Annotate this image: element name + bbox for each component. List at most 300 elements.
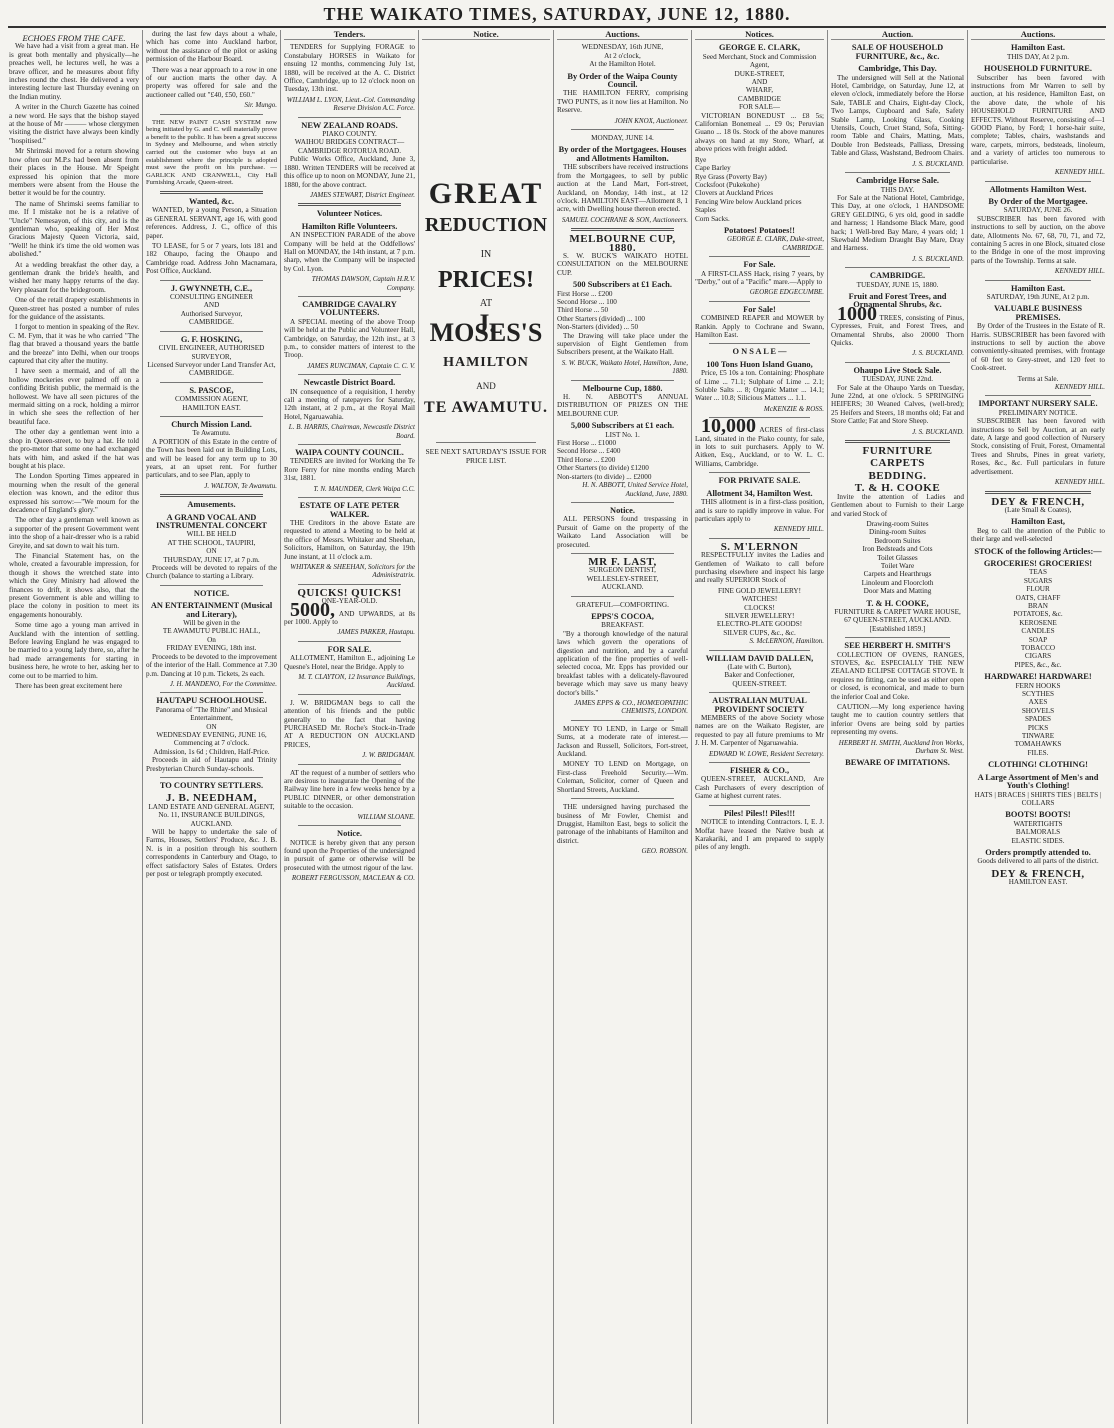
entertainment-line: Will be given in the (183, 619, 240, 628)
newspaper-title: THE WAIKATO TIMES, SATURDAY, JUNE 12, 1880. (323, 4, 791, 24)
signature: M. T. CLAYTON, 12 Insurance Buildings, Auckland. (298, 673, 415, 690)
advertisement: COMBINED REAPER and MOWER by Rankin. Apply to Cochrane and Swann, Hamilton East. (695, 314, 824, 339)
section-subtitle: 5,000 Subscribers at £1 each. (570, 421, 675, 431)
advertisement: AND UPWARDS, at 8s per 1000. Apply to (284, 609, 416, 626)
column-auction (828, 30, 968, 1424)
stock-item: SPADES (1024, 715, 1052, 724)
firm-line: (Late Small & Coates), (1004, 505, 1072, 514)
jeweller-name: S. M'LERNON (720, 540, 799, 553)
divider (160, 114, 263, 115)
advertisement: J. W. BRIDGMAN begs to call the attention of his friends and the public generally to the fact that having PURCHASED Mr. Roche's Stock-in-Trade AT A REDUCTION ON AUCKLAND PRICES, (284, 698, 415, 749)
column-echoes (6, 30, 143, 1424)
quantity-figure: 10,000 (701, 415, 756, 438)
paragraph: One of the retail drapery establishments in Queen-street has posted a number of rules for the guidance of the assistants. (9, 296, 139, 321)
card-line: AND (203, 301, 220, 310)
advertisement: H. N. ABBOTT'S ANNUAL DISTRIBUTION OF PRIZES ON THE MELBOURNE CUP. (557, 393, 688, 418)
stock-item: HATS | BRACES | SHIRTS TIES | BELTS | COLLARS (974, 790, 1102, 807)
divider (160, 585, 263, 586)
card-line: COMMISSION AGENT, (175, 395, 248, 404)
baker-line: QUEEN-STREET. (732, 679, 787, 688)
section-title: QUICKS! QUICKS! (297, 586, 402, 599)
merchant-line: DUKE-STREET, (734, 69, 785, 78)
furniture-heading: BEDDING. (868, 469, 927, 482)
divider (571, 380, 674, 381)
signature: ROBERT FERGUSSON, MACLEAN & CO. (291, 874, 415, 883)
advertisement: AT the request of a number of settlers who are desirous to inaugurate the Opening of the Railway line here in a few weeks hence by a PUBLIC DINNER, or other demonstration suitable to the occasion. (284, 768, 415, 811)
section-heading: Fruit and Forest Trees, and Ornamental Shrubs, &c. (848, 291, 947, 310)
divider (298, 694, 401, 695)
divider (571, 553, 674, 554)
column-two (143, 30, 281, 1424)
advertisement: TO LEASE, for 5 or 7 years, lots 181 and 182 Ohaupo, facing the Ohaupo and Cambridge road. Address John Macnamara, Post Office, Auckland. (146, 242, 277, 276)
advertisement: QUEEN-STREET, AUCKLAND, Are Cash Purchasers of every description of Game at highest current rates. (695, 775, 824, 801)
section-subtitle: THIS DAY, At 2 p.m. (1006, 52, 1070, 61)
signature: J. S. BUCKLAND. (912, 159, 964, 168)
section-title: Cambridge Horse Sale. (855, 176, 940, 186)
signature: WHITAKER & SHEEHAN, Solicitors for the Administratrix. (290, 562, 415, 580)
advertisement: Public Works Office, Auckland, June 3, 1880. Written TENDERS will be received at this office up to noon on MONDAY, June 21, 1880, for the above contract. (284, 155, 415, 189)
divider (160, 191, 263, 194)
section-title: CAMBRIDGE CAVALRY VOLUNTEERS. (302, 299, 397, 318)
paragraph: The Financial Statement has, on the whole, created a favourable impression, for though it shows the wretched state into which the Grey Ministry had allowed the finances to drift, it shows also, that the present Government is able and willing to place the colony in position to meet its engagements honourably. (9, 551, 139, 619)
column-heading: Notices. (695, 30, 824, 40)
divider (571, 502, 674, 503)
merchant-line: WHARF, (745, 86, 774, 95)
section-title: SEE HERBERT H. SMITH'S (844, 641, 951, 651)
merchant-line: Seed Merchant, Stock and Commission Agent, (702, 52, 817, 70)
entertainment-line: On (207, 635, 216, 644)
advertisement: THE Creditors in the above Estate are requested to attend a Meeting to be held at the office of Messrs. Whitaker and Sheehan, Solicitors, Hamilton, on Saturday, the 19th June instant, at 11 o'clock a.m. (284, 518, 415, 561)
card-line: CIVIL ENGINEER, AUTHORISED SURVEYOR, (158, 344, 265, 361)
divider (298, 825, 401, 826)
advertisement: MEMBERS of the above Society whose names are on the Waikato Register, are requested to pay all future premiums to Mr J. H. M. Carpenter of Ngaruawahia. (695, 714, 824, 748)
dentist-line: WELLESLEY-STREET, (586, 574, 659, 583)
firm-line: [Established 1859.] (869, 624, 926, 633)
merchant-name: GEORGE E. CLARK, (719, 43, 800, 53)
section-line: GRATEFUL—COMFORTING. (576, 600, 669, 609)
section-heading: STOCK of the following Articles:— (974, 546, 1102, 556)
signature: JAMES STEWART, District Engineer. (310, 190, 415, 199)
section-title: NOTICE. (193, 588, 230, 598)
section-title: CAMBRIDGE. (869, 271, 926, 281)
baker-line: (Late with C. Burton), (727, 663, 792, 671)
signature: KENNEDY HILL. (1054, 267, 1105, 276)
promo-town-awamutu: TE AWAMUTU. (424, 399, 548, 417)
concert-line: ON (206, 547, 217, 556)
advertisement: ALL PERSONS found trespassing in Pursuit of Game on the property of the Waikato Land Association will be prosecuted. (557, 515, 688, 549)
signature: KENNEDY HILL. (1054, 383, 1105, 392)
stock-item: CANDLES (1021, 627, 1055, 636)
list-heading: LIST No. 1. (605, 430, 640, 439)
divider (709, 343, 810, 344)
signature: J. H. MANDENO, For the Committee. (169, 679, 277, 688)
advertisement: THE NEW PAINT CASH SYSTEM now being initiated by G. and C. will materially prove a benefit to the public. It has been a great success in Sydney and Melbourne, and when strictly carried out the customer who buys at an establishment where the principle is adopted must save the profit on his purchase. — GARLICK AND CRANWELL, City Hall Furnishing Arcade, Queen-street. (146, 118, 277, 187)
stock-item: ELECTRO-PLATE GOODS! (716, 620, 803, 629)
advertisement: Will be happy to undertake the sale of Farms, Houses, Settlers' Produce, &c. J. B. N. is in a position through his southern correspondents in Canterbury and Otago, to effect satisfactory Sales of Estates. Orders per post or telegraph promptly executed. (146, 828, 277, 879)
divider (845, 172, 950, 173)
stock-item: Door Mats and Matting (863, 587, 932, 596)
section-title: Piles! Piles!! Piles!!! (723, 808, 796, 818)
signature: McKENZIE & ROSS. (763, 404, 824, 413)
advertisement: A FIRST-CLASS Hack, rising 7 years, by "Derby," out of a "Pacific" mare.—Apply to (695, 269, 824, 286)
section-subtitle: SATURDAY, 19th JUNE, At 2 p.m. (986, 292, 1090, 301)
divider (845, 267, 950, 268)
divider (571, 129, 674, 130)
quantity-figure: 5000, (290, 598, 335, 621)
divider (298, 584, 401, 585)
advertisement: By Order of the Trustees in the Estate of R. Harris. SUBSCRIBER has been favored with instructions to sell by auction the above conveniently-situated premises, with frontage of 60 feet to Grey-street, and 120 feet to Cook-street. (971, 322, 1105, 373)
section-subtitle: PIAKO COUNTY. (322, 130, 377, 139)
signature: J. S. BUCKLAND. (912, 349, 964, 358)
advertisement: ACRES of first-class Land, situated in the Piako county, for sale, in lots to suit purchasers. Apply to W. Aitken, Esq., Auckland, or to W. L. C. Williams, Cambridge. (695, 426, 824, 468)
category-heading: HARDWARE! HARDWARE! (984, 672, 1092, 682)
section-title: Hamilton East. (1011, 283, 1065, 293)
divider (298, 117, 401, 118)
hautapu-line: Admission, 1s 6d ; Children, Half-Price. (153, 747, 270, 756)
category-heading: GROCERIES! GROCERIES! (983, 558, 1093, 568)
paragraph: The London Sporting Times appeared in mourning when the result of the general election was known, and the editor thus expressed his sorrow:—"We mourn for the decadence of England's glory." (9, 472, 139, 514)
prize-line: Third Horse ... £200 (557, 455, 616, 464)
signature: J. W. BRIDGMAN. (362, 751, 415, 760)
signature: Sir. Mungo. (244, 101, 277, 110)
section-title: FOR SALE. (327, 644, 372, 654)
divider (436, 442, 536, 443)
signature: JOHN KNOX, Auctioneer. (614, 116, 688, 125)
signature: GEORGE E. CLARK, Duke-street, CAMBRIDGE. (727, 235, 824, 252)
divider (160, 777, 263, 778)
signature: EDWARD W. LOWE, Resident Secretary. (708, 749, 824, 758)
section-title: BEWARE OF IMITATIONS. (845, 758, 950, 768)
baker-line: Baker and Confectioner, (724, 671, 795, 680)
baker-name: WILLIAM DAVID DALLEN, (705, 653, 814, 663)
section-title: Melbourne Cup, 1880. (582, 383, 663, 393)
divider (845, 362, 950, 363)
prize-line: Non-starters (to divide) ... £2000 (557, 472, 652, 481)
signature: J. S. BUCKLAND. (912, 254, 964, 263)
promo-in: IN (480, 249, 492, 261)
prize-line: Second Horse ... £400 (557, 447, 621, 456)
stock-item: CIGARS (1024, 652, 1052, 661)
section-title: By order of the Mortgagees. Houses and Allotments Hamilton. (558, 145, 687, 163)
dealer-name: FISHER & CO., (729, 766, 790, 776)
paragraph: Mr Shrimski moved for a return showing how often our M.P.s had been absent from their places in the House. Mr Speight expressed his opinion that the more members were absent from the House the better it would be for the country. (9, 147, 139, 198)
column-heading: Auctions. (557, 30, 688, 40)
prize-line: Third Horse ... 50 (557, 306, 609, 315)
section-title: Notice. (337, 829, 362, 839)
divider (709, 256, 810, 257)
divider (985, 395, 1091, 396)
stock-item: PIPES, &c., &c. (1014, 660, 1062, 669)
signature: HERBERT H. SMITH, Auckland Iron Works, Durham St. West. (838, 738, 964, 756)
dentist-name: MR F. LAST, (588, 555, 657, 568)
section-title: Newcastle District Board. (303, 378, 396, 388)
divider (298, 203, 401, 206)
column-tenders (281, 30, 419, 1424)
prize-line: First Horse ... £200 (557, 289, 613, 298)
column-notices (692, 30, 828, 1424)
signature: JAMES EPPS & CO., HOMŒOPATHIC CHEMISTS, LONDON. (574, 699, 688, 716)
advertisement: Proceeds will be devoted to repairs of the Church (balance to starting a Library. (146, 564, 277, 581)
stock-item: ELASTIC SIDES. (1011, 836, 1065, 845)
section-title: Potatoes! Potatoes!! (724, 225, 795, 235)
advertisement: VICTORIAN BONEDUST ... £8 5s; Californian Bonemeal ... £9 0s; Peruvian Guano ... 18 0s. Stock of the above manures always on hand at my Store, Wharf, at above prices with freight added. (695, 111, 824, 154)
stock-item: PICKS (1027, 723, 1049, 732)
hautapu-line: WEDNESDAY EVENING, JUNE 16, (156, 730, 267, 739)
signature: KENNEDY HILL. (1054, 478, 1105, 487)
divider (985, 491, 1091, 494)
advertisement: The Drawing will take place under the supervision of Eight Gentlemen from Subscribers present, at the Waikato Hall. (557, 331, 688, 357)
advertisement: IN consequence of a requisition, I hereby call a meeting of ratepayers for Saturday, 12th instant, at 2 p.m., at the Royal Mail Hotel, Ngaruawahia. (284, 387, 415, 421)
section-title: Hamilton Rifle Volunteers. (301, 221, 398, 231)
stock-item: SUGARS (1023, 576, 1053, 585)
divider (709, 650, 810, 651)
card-line: CAMBRIDGE. (189, 318, 234, 327)
advertisement: AN INSPECTION PARADE of the above Company will be held at the Oddfellows' Hall on MONDAY, the 14th instant, at 7 p.m. sharp, when the Company will be inspected by Col. Lyon. (284, 231, 415, 273)
section-title: Hamilton East. (1011, 43, 1065, 53)
signature: T. N. MAUNDER, Clerk Waipa C.C. (313, 484, 415, 493)
firm-line: FURNITURE & CARPET WARE HOUSE, (834, 607, 961, 616)
section-title: SALE OF HOUSEHOLD FURNITURE, &c., &c. (851, 43, 944, 61)
paragraph: during the last few days about a whale, which has come into Auckland harbor, without the assistance of the pilot or asking permission of the Harbour Board. (146, 30, 277, 64)
signature: SAMUEL COCHRANE & SON, Auctioneers. (561, 215, 688, 224)
stock-item: Drawing-room Suites (866, 519, 929, 528)
stock-item: Dining-room Suites (869, 528, 926, 537)
advertisement: MONEY TO LEND, in Large or Small Sums, at a moderate rate of interest.—Jackson and Russell, Solicitors, Fort-street, Auckland. (557, 724, 688, 759)
entertainment-title: AN ENTERTAINMENT (Musical and Literary), (150, 601, 273, 619)
advertisement: THIS allotment is in a first-class position, and is sure to rapidly improve in value. For particulars apply to (695, 498, 824, 523)
divider (298, 296, 401, 297)
paragraph: The other day a gentleman went into a shop in Queen-street, to buy a hat. He told the pro-metor that some one had exchanged hats with him, and asked if the hat was bought at his place. (9, 428, 139, 470)
signature: WILLIAM L. LYON, Lieut.-Col. Commanding Reserve Division A.C. Force. (286, 95, 415, 113)
card-name: G. F. HOSKING, (180, 334, 243, 344)
stock-item: TEAS (1029, 568, 1047, 577)
divider (709, 692, 810, 693)
section-heading: VALUABLE BUSINESS PREMISES. (993, 304, 1083, 322)
stock-item: Clovers at Auckland Prices (695, 189, 774, 198)
section-title: FOR PRIVATE SALE. (718, 476, 801, 486)
stock-item: BALMORALS (1015, 828, 1061, 837)
promo-footnote: SEE NEXT SATURDAY'S ISSUE FOR PRICE LIST. (425, 447, 547, 466)
stock-item: Carpets and Hearthrugs (863, 570, 932, 579)
advertisement: The undersigned will Sell at the National Hotel, Cambridge, on Saturday, June 12, at eleven o'clock, immediately before the Horse Sale, TABLE and Chairs, Eight-day Clock, Two Lamps, Cupboard and Safe, Safety Stable Lamp, Looking Glass, Cooking Utensils, Couch, Cruet Stand, Sofa, Sitting-room Table and Chairs, Matting, Mats, Double Iron Bedsteads, Palliass, Dressing Table and Glass, Washstand, Bedroom Chairs. (831, 73, 964, 158)
section-title: ESTATE OF LATE PETER WALKER. (299, 501, 400, 519)
firm-place: HAMILTON EAST. (1008, 878, 1068, 887)
furniture-heading: CARPETS (870, 457, 925, 470)
signature: H. N. ABBOTT, United Service Hotel, Auckland, June, 1880. (582, 481, 688, 498)
section-subtitle: By Order of the Mortgagee. (988, 196, 1088, 206)
advertisement: TENDERS for Supplying FORAGE to Constabulary HORSES in Waikato for ensuing 12 months, commencing July 1st, 1880, will be received at the A. C. District Office, Cambridge, up to 12 o'clock noon on Tuesday, 13th inst. (284, 43, 415, 94)
firm-place: Hamilton East, (1011, 517, 1065, 527)
divider (298, 641, 401, 642)
prize-line: Other Starters (to divide) £1200 (557, 464, 649, 473)
section-title: Wanted, &c. (189, 197, 234, 206)
advertisement: MONEY TO LEND on Mortgage, on First-class Freehold Security.—Wm. Coleman, Solicitor, corner of Queen and Shortland Streets, Auckland. (557, 760, 688, 794)
hautapu-line: Commencing at 7 o'clock. (173, 739, 250, 748)
section-subtitle: 100 Tons Huon Island Guano, (706, 359, 813, 369)
signature: JAMES PARKER, Hautapu. (337, 628, 415, 637)
stock-item: CLOCKS! (744, 603, 775, 612)
divider (160, 331, 263, 332)
section-title: IMPORTANT NURSERY SALE. (978, 399, 1098, 409)
divider (160, 494, 263, 497)
advertisement: A SPECIAL meeting of the above Troop will be held at the Public and Volunteer Hall, Cambridge, on Saturday, the 12th inst., at 3 p.m., to consider matters of interest to the Troop. (284, 317, 415, 360)
section-subtitle: THIS DAY. (880, 185, 915, 194)
promo-reduction: REDUCTION (424, 213, 548, 236)
advertisement: CAUTION.—My long experience having taught me to caution country settlers that inferior Ovens are being sold by parties representing my ovens. (831, 703, 964, 737)
furniture-heading: FURNITURE (862, 445, 933, 458)
section-subtitle: Te Awamutu. (192, 429, 231, 438)
advertisement: Proceeds to be devoted to the improvement of the interior of the Hall. Commence at 7.30 p.m. Dancing at 10 p.m. Tickets, 2s each. (146, 652, 277, 678)
section-title: Ohaupo Live Stock Sale. (853, 365, 942, 375)
paragraph: At a wedding breakfast the other day, a gentleman drank the bride's health, and wished her many happy returns of the day. Very pleasant for the bridegroom. (9, 260, 139, 294)
stock-item: SCYTHES (1022, 690, 1054, 699)
section-title: TO COUNTRY SETTLERS. (159, 780, 264, 790)
promo-town-hamilton: HAMILTON (443, 355, 529, 371)
promo-merchant-name: J. MOSES'S (429, 309, 543, 347)
card-line: HAMILTON EAST. (182, 403, 241, 412)
agent-line: LAND ESTATE AND GENERAL AGENT, (148, 802, 275, 811)
section-title: O N S A L E — (732, 347, 787, 357)
section-subtitle: ONE-YEAR-OLD. (321, 597, 378, 606)
stock-item: Toilet Glasses (877, 553, 918, 562)
advertisement: For Sale at the National Hotel, Cambridge, This Day, at one o'clock, 1 HANDSOME GREY GELDING, 6 yrs old, good in saddle and harness; 1 Handsome Black Mare, good hack; 1 Well-bred Bay Mare, 4 years old; 1 Skewbald Medium Draught Bay Mare, Dray and Harness. (831, 193, 964, 253)
advertisement: Invite the attention of Ladies and Gentlemen about to Furnish to their Large and varied Stock of (831, 492, 964, 518)
column-heading: Auction. (831, 30, 964, 40)
divider (571, 596, 674, 597)
signature: GEO. ROBSON. (641, 847, 688, 856)
stock-item: POTATOES, &c. (1013, 610, 1063, 619)
card-name: S. PASCOE, (189, 385, 234, 395)
prize-line: Second Horse ... 100 (557, 297, 617, 306)
section-subtitle: TUESDAY, JUNE 22nd. (861, 375, 934, 384)
stock-item: TOBACCO (1020, 644, 1056, 652)
divider (709, 472, 810, 473)
firm-name: DEY & FRENCH, (991, 867, 1085, 880)
quantity-figure: 1000 (837, 302, 877, 325)
advertisement: ALLOTMENT, Hamilton E., adjoining Le Quesne's Hotel, near the Bridge. Apply to (284, 654, 415, 671)
signature: KENNEDY HILL. (1054, 168, 1105, 177)
advertisement: NOTICE to intending Contractors. I, E. J. Moffat have leased the Native bush at Karakariki, and I am prepared to supply piles of any length. (695, 818, 824, 852)
divider (160, 382, 263, 383)
stock-item: TINWARE (1021, 732, 1055, 741)
divider (709, 762, 810, 763)
entertainment-line: TE AWAMUTU PUBLIC HALL, (162, 627, 261, 636)
category-heading: CLOTHING! CLOTHING! (988, 760, 1088, 770)
stock-item: Corn Sacks. (695, 214, 730, 223)
divider (709, 805, 810, 806)
divider (985, 181, 1091, 182)
paragraph: There was a near approach to a row in one of our auction marts the other day. A property was offered for sale and the auctioneer called out "£40, £50, £60." (146, 65, 277, 99)
paragraph: The name of Shrimski seems familiar to me. If I mistake not he is a relative of "Uncle" Nemesayon, of this city, and is the gentleman who, speaking of Her Most Gracious Majesty Queen Victoria, said, "Well! he think it's time the old women was abolished." (9, 199, 139, 259)
terms-line: Terms at Sale. (1017, 374, 1059, 383)
auction-line: At 2 o'clock, (604, 51, 641, 60)
signature: KENNEDY HILL. (773, 525, 824, 534)
advertisement: S. W. BUCK'S WAIKATO HOTEL CONSULTATION on the MELBOURNE CUP. (557, 251, 688, 277)
hautapu-line: Panorama of "The Rhine" and Musical Entertainment, (155, 705, 268, 723)
concert-title: A GRAND VOCAL AND INSTRUMENTAL CONCERT (156, 512, 267, 530)
stock-item: SILVER CUPS, &c., &c. (723, 628, 796, 637)
divider (709, 538, 810, 539)
signature: WILLIAM SLOANE. (357, 812, 415, 821)
stock-item: WATCHES! (741, 595, 778, 604)
advertisement: NOTICE is hereby given that any person found upon the Properties of the undersigned in pursuit of game or otherwise will be prosecuted with the utmost rigour of the law. (284, 838, 415, 872)
advertisement: Subscriber has been favored with instructions from Mr Warren to sell by auction, at his residence, Hamilton East, on the above date, the whole of his HOUSEHOLD FURNITURE AND EFFECTS. Without Reserve, consisting of—1 GOOD Piano, by Ford; 1 horse-hair suite, complete; Tables, chairs, washstands and ware, carpets, mirrors, bedsteads, linoleum, and a variety of articles too numerous to particularise. (971, 73, 1105, 166)
section-line: WAIHOU BRIDGES CONTRACT— (294, 138, 405, 147)
stock-item: Cocksfoot (Pukekohe) (695, 180, 760, 189)
concert-line: AT THE SCHOOL, TAUPIRI, (167, 538, 256, 547)
divider (298, 444, 401, 445)
advertisement: TREES, consisting of Pinus, Cypresses, Fruit, and Forest Trees, and Ornamental Shrubs, also 20000 Thorn Quicks. (831, 313, 964, 347)
auction-line: At the Hamilton Hotel. (589, 60, 656, 69)
section-title: Amusements. (187, 500, 236, 510)
delivery-line: Goods delivered to all parts of the district. (977, 857, 1099, 866)
concert-line: THURSDAY, JUNE 17, at 7 p.m. (163, 555, 260, 564)
stock-item: FLOUR (1026, 585, 1050, 594)
divider (298, 764, 401, 765)
divider (985, 280, 1091, 281)
section-title: For Sale! (743, 304, 776, 314)
stock-item: Iron Bedsteads and Cots (862, 545, 933, 554)
auction-line: MONDAY, JUNE 14. (591, 134, 654, 143)
stock-item: Rye Grass (Poverty Bay) (695, 172, 767, 181)
stock-item: Linoleum and Floorcloth (861, 578, 934, 587)
section-date: SATURDAY, JUNE 26. (1003, 206, 1073, 215)
divider (298, 497, 401, 498)
section-title: By Order of the Waipa County Council. (567, 71, 678, 90)
column-heading: Auctions. (971, 30, 1105, 40)
advertisement: THE undersigned having purchased the business of Mr Fowler, Chemist and Druggist, Hamilton East, begs to solicit the patronage of the inhabitants of Hamilton and district. (557, 803, 688, 845)
column-heading: Tenders. (284, 30, 415, 40)
signature: S. W. BUCK, Waikato Hotel, Hamilton, June, 1880. (561, 358, 688, 376)
stock-item: AXES (1028, 698, 1048, 707)
section-title: EPPS'S COCOA, (591, 611, 654, 621)
dentist-line: SURGEON DENTIST, (589, 566, 656, 575)
card-name: J. GWYNNETH, C.E., (170, 283, 253, 293)
advertisement: "By a thorough knowledge of the natural laws which govern the operations of digestion and nutrition, and by a careful application of the fine properties of well-selected cocoa, Mr. Epps has provided our breakfast tables with a delicately-flavoured beverage which may save us many heavy doctor's bills." (557, 629, 688, 697)
column-auctions (554, 30, 692, 1424)
merchant-line: AND (751, 78, 768, 87)
prize-line: First Horse ... £1000 (557, 439, 617, 448)
agent-name: J. B. NEEDHAM, (165, 792, 258, 805)
signature: J. WALTON, Te Awamutu. (204, 481, 277, 490)
paragraph: I have seen a mermaid, and of all the hollow mockeries ever palmed off on a confiding British public, the mermaid is the hollowest. We have all seen pictures of the mermaid sitting on a rock, holding a mirror in which she sees the reflection of her beautiful face. (9, 367, 139, 426)
advertisement: THE HAMILTON FERRY, comprising TWO PUNTS, as it now lies at Hamilton. No Reserve. (557, 89, 688, 115)
masthead (8, 4, 1106, 28)
paragraph: I forgot to mention in speaking of the Rev. C. M. Fym, that it was he who carried "The flag that braved a thousand years the battle and the breeze" into Delhi, when our troops captured that city after the mutiny. (9, 323, 139, 366)
divider (709, 301, 810, 302)
advertisement: SUBSCRIBER has been favored with instructions to Sell by Auction, at an early date, A large and good collection of Nursery Stock, consisting of Fruit, Forest, Ornamental Trees and Shrubs, Pines in great variety, Roses, &c., &c. Full particulars in future advertisement. (971, 417, 1105, 476)
paragraph: A writer in the Church Gazette has coined a new word. He says that the bishop stayed at the house of Mr ——— whose clergymen visiting the district have always been kindly "hospitised." (9, 103, 139, 145)
merchant-line: CAMBRIDGE (737, 94, 782, 103)
section-subtitle: Cambridge, This Day. (858, 64, 937, 74)
paragraph: There has been great excitement here (15, 682, 123, 691)
hautapu-line: ON (206, 722, 217, 731)
dentist-line: AUCKLAND. (601, 583, 644, 592)
stock-item: Toilet Ware (880, 561, 915, 570)
section-title: For Sale. (743, 260, 776, 270)
entertainment-line: FRIDAY EVENING, 18th inst. (166, 644, 257, 653)
divider (571, 228, 674, 231)
category-subheading: A Large Assortment of Men's and Youth's Clothing! (977, 772, 1099, 791)
section-title: Notice. (610, 505, 635, 515)
stock-item: Bedroom Suites (874, 536, 921, 545)
advertisement: WANTED, by a young Person, a Situation as GENERAL SERVANT, age 16, with good references. Address, J. C., office of this paper. (146, 206, 277, 240)
promo-at: AT (479, 298, 493, 310)
firm-name: T. & H. COOKE, (866, 598, 929, 608)
signature: J. S. BUCKLAND. (912, 427, 964, 436)
signature: S. McLERNON, Hamilton. (749, 637, 824, 646)
advertisement: COLLECTION OF OVENS, RANGES, STOVES, &c. ESPECIALLY THE NEW ZEALAND ECLIPSE COTTAGE STOVE. It requires no fitting, can be used as either open or closed, is economical, and made to burn the inferior Coal and Coke. (831, 650, 964, 701)
